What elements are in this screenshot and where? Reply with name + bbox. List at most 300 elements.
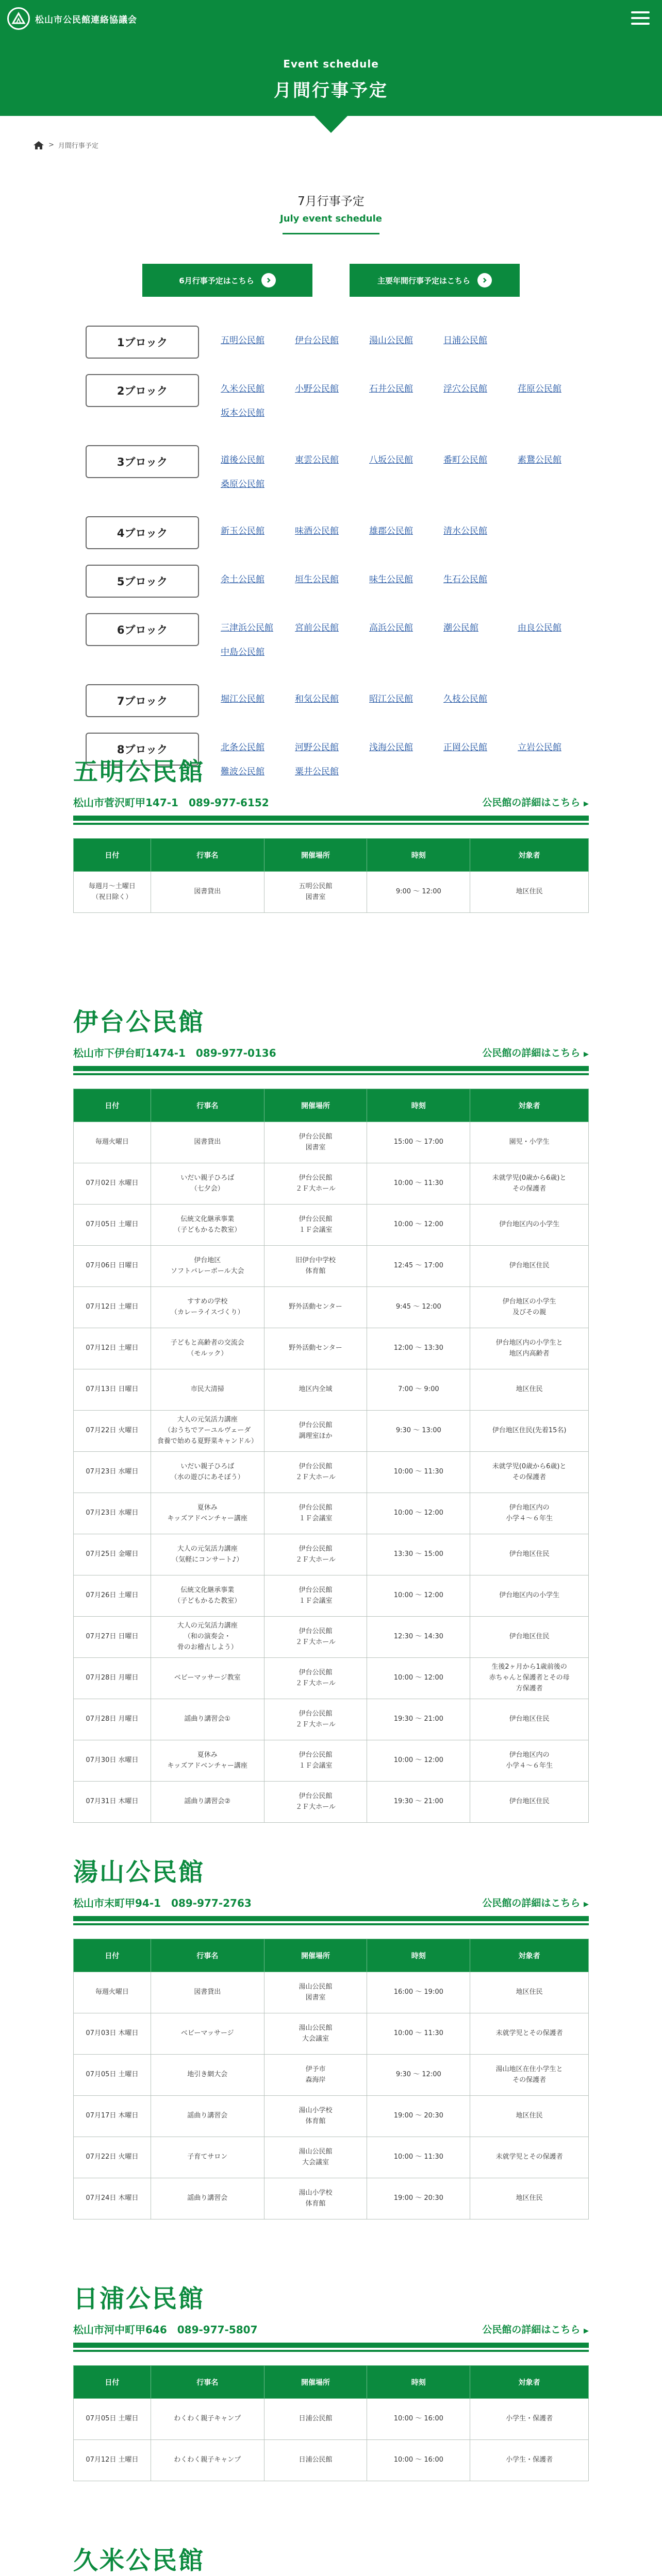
hall-detail-link[interactable] — [482, 1895, 589, 1909]
event-table-head — [74, 839, 589, 872]
table-row — [74, 2178, 589, 2219]
hall-link[interactable]: 桑原公民館 — [221, 479, 264, 489]
hall-address-block — [73, 2321, 258, 2336]
table-cell: 10:00 ～ 12:00 — [367, 1658, 470, 1699]
annual-schedule-label: 主要年間行事予定はこちら — [377, 276, 470, 285]
table-cell: 10:00 ～ 16:00 — [367, 2399, 470, 2440]
prev-month-label: 6月行事予定はこちら — [179, 276, 254, 285]
table-cell: 伊台公民館 ２Ｆ大ホール — [264, 1658, 367, 1699]
hall-link[interactable]: 河野公民館 — [295, 742, 339, 753]
block-row — [86, 613, 596, 669]
hall-section — [73, 1007, 589, 1823]
hall-address-row — [73, 1045, 589, 1060]
column-header: 対象者 — [470, 839, 589, 872]
table-cell: 子どもと高齢者の交流会 （モルック） — [151, 1328, 264, 1369]
table-cell: 市民大清掃 — [151, 1369, 264, 1411]
table-cell: 野外活動センター — [264, 1287, 367, 1328]
table-cell: 謡曲り講習会① — [151, 1699, 264, 1740]
table-cell: 湯山公民館 大会議室 — [264, 2013, 367, 2055]
caret-right-icon: ▶ — [584, 1050, 589, 1058]
column-header: 時刻 — [367, 1089, 470, 1122]
hall-link[interactable]: 八坂公民館 — [369, 455, 413, 465]
block-button[interactable]: 2ブロック — [86, 374, 199, 407]
hall-link[interactable]: 正岡公民館 — [443, 742, 487, 753]
hall-name: 伊台公民館 — [73, 1008, 205, 1037]
month-title: 7月行事予定 — [297, 195, 365, 208]
table-cell: 伝統文化継承事業 （子どもかるた教室） — [151, 1205, 264, 1246]
table-cell: 07月22日 火曜日 — [74, 2137, 151, 2178]
table-cell: 野外活動センター — [264, 1328, 367, 1369]
table-cell: 伊台公民館 調理室ほか — [264, 1411, 367, 1452]
table-cell: 毎週火曜日 — [74, 1122, 151, 1163]
block-button[interactable]: 5ブロック — [86, 565, 199, 598]
table-cell: 旧伊台中学校 体育館 — [264, 1246, 367, 1287]
table-cell: 謡曲り講習会 — [151, 2096, 264, 2137]
table-cell: 07月28日 月曜日 — [74, 1699, 151, 1740]
block-hall-links — [221, 445, 592, 501]
hamburger-menu-icon[interactable] — [631, 11, 650, 28]
breadcrumb-current: 月間行事予定 — [58, 142, 98, 150]
hall-link[interactable]: 番町公民館 — [443, 455, 487, 465]
table-cell: 10:00 ～ 11:30 — [367, 2013, 470, 2055]
table-cell: 07月23日 水曜日 — [74, 1452, 151, 1493]
event-table-body — [74, 872, 589, 913]
event-table-header-row — [74, 1089, 589, 1122]
hall-link[interactable]: 石井公民館 — [369, 384, 413, 394]
table-cell: 謡曲り講習会② — [151, 1782, 264, 1823]
hero-title-en: Event schedule — [283, 58, 379, 70]
caret-right-icon: ▶ — [584, 1901, 589, 1908]
table-cell: 19:30 ～ 21:00 — [367, 1782, 470, 1823]
hall-address: 松山市河中町甲646 089-977-5807 — [73, 2324, 258, 2336]
table-cell: 伊台公民館 図書室 — [264, 1122, 367, 1163]
table-cell: 7:00 ～ 9:00 — [367, 1369, 470, 1411]
column-header: 日付 — [74, 1089, 151, 1122]
hall-link[interactable]: 伊台公民館 — [295, 335, 339, 346]
table-cell: 園児・小学生 — [470, 1122, 589, 1163]
hall-name: 湯山公民館 — [73, 1858, 205, 1887]
hall-link[interactable]: 粟井公民館 — [295, 767, 339, 777]
table-row — [74, 1658, 589, 1699]
table-cell: 07月25日 金曜日 — [74, 1534, 151, 1575]
site-name: 松山市公民館連絡協議会 — [35, 14, 137, 25]
hall-link[interactable]: 雄郡公民館 — [369, 526, 413, 536]
hall-divider — [73, 1916, 589, 1921]
table-cell: 地引き網大会 — [151, 2055, 264, 2096]
hall-link[interactable]: 潮公民館 — [443, 623, 478, 633]
table-cell: 07月30日 水曜日 — [74, 1740, 151, 1782]
event-table-header-row — [74, 2366, 589, 2399]
column-header: 対象者 — [470, 2366, 589, 2399]
table-cell: 伊台地区住民 — [470, 1617, 589, 1658]
table-cell: 伊台公民館 ２Ｆ大ホール — [264, 1782, 367, 1823]
table-cell: 13:30 ～ 15:00 — [367, 1534, 470, 1575]
column-header: 時刻 — [367, 2366, 470, 2399]
hall-address: 松山市下伊台町1474-1 089-977-0136 — [73, 1047, 276, 1059]
table-cell: 大人の元気活力講座 （おうちでアーユルヴェーダ 食養で始める夏野菜キャンドル） — [151, 1411, 264, 1452]
table-cell: 07月17日 木曜日 — [74, 2096, 151, 2137]
table-cell: 伊台地区住民 — [470, 1246, 589, 1287]
table-cell: 07月23日 水曜日 — [74, 1493, 151, 1534]
hall-divider-thin — [73, 1073, 589, 1075]
column-header: 行事名 — [151, 839, 264, 872]
site-logo[interactable] — [7, 7, 137, 30]
table-cell: 子育てサロン — [151, 2137, 264, 2178]
table-row — [74, 1740, 589, 1782]
table-cell: 9:30 ～ 13:00 — [367, 1411, 470, 1452]
table-cell: 大人の元気活力講座 （気軽にコンサート♪） — [151, 1534, 264, 1575]
table-cell: 07月13日 日曜日 — [74, 1369, 151, 1411]
table-cell: 伊台地区内の小学生と 地区内高齢者 — [470, 1328, 589, 1369]
column-header: 対象者 — [470, 1089, 589, 1122]
table-cell: 伊台公民館 １Ｆ会議室 — [264, 1205, 367, 1246]
hall-section — [73, 1857, 589, 2219]
table-cell: 伝統文化継承事業 （子どもかるた教室） — [151, 1575, 264, 1617]
block-hall-links — [221, 684, 592, 716]
table-cell: 生後2ヶ月から1歳前後の 赤ちゃんと保護者とその母 方保護者 — [470, 1658, 589, 1699]
table-cell: 10:00 ～ 12:00 — [367, 1205, 470, 1246]
table-cell: 夏休み キッズアドベンチャー講座 — [151, 1493, 264, 1534]
site-header — [0, 0, 662, 116]
hall-link[interactable]: 坂本公民館 — [221, 408, 264, 418]
block-button[interactable]: 1ブロック — [86, 326, 199, 359]
table-cell: 湯山小学校 体育館 — [264, 2178, 367, 2219]
block-row — [86, 684, 596, 717]
hall-detail-label: 公民館の詳細はこちら — [482, 1047, 584, 1059]
table-row — [74, 1452, 589, 1493]
event-table-head — [74, 2366, 589, 2399]
hall-link[interactable]: 三津浜公民館 — [221, 623, 273, 633]
table-cell: 日浦公民館 — [264, 2440, 367, 2481]
hall-section — [73, 756, 589, 913]
table-cell: 伊予市 森海岸 — [264, 2055, 367, 2096]
table-cell: 10:00 ～ 12:00 — [367, 1575, 470, 1617]
breadcrumb-separator: > — [48, 141, 54, 149]
block-button[interactable]: 4ブロック — [86, 516, 199, 549]
table-cell: 未就学児(0歳から6歳)と その保護者 — [470, 1452, 589, 1493]
table-cell: 07月24日 木曜日 — [74, 2178, 151, 2219]
column-header: 行事名 — [151, 1089, 264, 1122]
hall-link[interactable]: 堀江公民館 — [221, 694, 264, 704]
table-cell: 19:30 ～ 21:00 — [367, 1699, 470, 1740]
table-cell: 伊台公民館 １Ｆ会議室 — [264, 1575, 367, 1617]
hall-name: 日浦公民館 — [73, 2284, 205, 2313]
table-row — [74, 1699, 589, 1740]
column-header: 開催場所 — [264, 1939, 367, 1972]
event-table-head — [74, 1939, 589, 1972]
table-cell: 10:00 ～ 11:30 — [367, 1163, 470, 1205]
table-cell: 9:45 ～ 12:00 — [367, 1287, 470, 1328]
table-row — [74, 1205, 589, 1246]
table-cell: 07月06日 日曜日 — [74, 1246, 151, 1287]
block-button[interactable]: 6ブロック — [86, 613, 199, 646]
table-cell: 湯山公民館 図書室 — [264, 1972, 367, 2013]
hall-address-block — [73, 1895, 252, 1910]
table-cell: 地区内全域 — [264, 1369, 367, 1411]
chevron-right-icon — [261, 273, 276, 287]
home-icon[interactable] — [33, 141, 44, 150]
hall-address: 松山市菅沢町甲147-1 089-977-6152 — [73, 796, 269, 809]
hall-link[interactable]: 道後公民館 — [221, 455, 264, 465]
block-button[interactable]: 8ブロック — [86, 733, 199, 766]
hall-link[interactable]: 宮前公民館 — [295, 623, 339, 633]
table-row — [74, 1534, 589, 1575]
table-cell: 伊台公民館 ２Ｆ大ホール — [264, 1163, 367, 1205]
table-cell: 小学生・保護者 — [470, 2399, 589, 2440]
hall-link[interactable]: 和気公民館 — [295, 694, 339, 704]
table-cell: 伊台地区の小学生 及びその親 — [470, 1287, 589, 1328]
table-cell: 毎週火曜日 — [74, 1972, 151, 2013]
hall-link[interactable]: 昭江公民館 — [369, 694, 413, 704]
table-cell: 毎週月～土曜日 （祝日除く） — [74, 872, 151, 913]
hall-link[interactable]: 余土公民館 — [221, 574, 264, 585]
column-header: 開催場所 — [264, 2366, 367, 2399]
column-header: 行事名 — [151, 2366, 264, 2399]
block-hall-links — [221, 565, 592, 596]
hall-detail-link[interactable] — [482, 795, 589, 809]
hall-link[interactable]: 久枝公民館 — [443, 694, 487, 704]
table-cell: 伊台地区住民 — [470, 1534, 589, 1575]
table-cell: 地区住民 — [470, 2178, 589, 2219]
hall-divider — [73, 1066, 589, 1071]
hall-link[interactable]: 垣生公民館 — [295, 574, 339, 585]
hall-link[interactable]: 清水公民館 — [443, 526, 487, 536]
column-header: 日付 — [74, 1939, 151, 1972]
table-cell: すすめの学校 （カレーライスづくり） — [151, 1287, 264, 1328]
caret-right-icon: ▶ — [584, 2327, 589, 2335]
hall-link[interactable]: 難波公民館 — [221, 767, 264, 777]
table-cell: 12:00 ～ 13:30 — [367, 1328, 470, 1369]
hall-link[interactable]: 小野公民館 — [295, 384, 339, 394]
event-table-header-row — [74, 839, 589, 872]
table-cell: 湯山地区在住小学生と その保護者 — [470, 2055, 589, 2096]
table-row — [74, 1122, 589, 1163]
table-cell: わくわく親子キャンプ — [151, 2399, 264, 2440]
table-cell: 9:30 ～ 12:00 — [367, 2055, 470, 2096]
table-cell: 図書貸出 — [151, 1972, 264, 2013]
hall-link[interactable]: 久米公民館 — [221, 384, 264, 394]
table-row — [74, 2096, 589, 2137]
block-list — [86, 326, 596, 804]
column-header: 時刻 — [367, 839, 470, 872]
month-subtitle: July event schedule — [280, 213, 382, 224]
hall-link[interactable]: 中島公民館 — [221, 647, 264, 657]
table-row — [74, 1575, 589, 1617]
table-cell: 夏休み キッズアドベンチャー講座 — [151, 1740, 264, 1782]
table-cell: ベビーマッサージ — [151, 2013, 264, 2055]
table-cell: 07月27日 日曜日 — [74, 1617, 151, 1658]
table-row — [74, 1411, 589, 1452]
hall-link[interactable]: 東雲公民館 — [295, 455, 339, 465]
table-cell: 12:30 ～ 14:30 — [367, 1617, 470, 1658]
hall-name: 久米公民館 — [73, 2546, 205, 2575]
hall-link[interactable]: 味生公民館 — [369, 574, 413, 585]
table-cell: 10:00 ～ 12:00 — [367, 1740, 470, 1782]
table-cell: 伊台公民館 ２Ｆ大ホール — [264, 1452, 367, 1493]
hall-link[interactable]: 浅海公民館 — [369, 742, 413, 753]
hall-link[interactable]: 五明公民館 — [221, 335, 264, 346]
table-cell: 15:00 ～ 17:00 — [367, 1122, 470, 1163]
column-header: 日付 — [74, 839, 151, 872]
table-row — [74, 2399, 589, 2440]
table-row — [74, 2013, 589, 2055]
table-cell: 小学生・保護者 — [470, 2440, 589, 2481]
table-row — [74, 1493, 589, 1534]
column-header: 開催場所 — [264, 1089, 367, 1122]
logo-mark-icon — [7, 7, 30, 30]
event-table-body — [74, 2399, 589, 2481]
table-cell: 湯山小学校 体育館 — [264, 2096, 367, 2137]
table-cell: 謡曲り講習会 — [151, 2178, 264, 2219]
table-row — [74, 1163, 589, 1205]
hall-link[interactable]: 日浦公民館 — [443, 335, 487, 346]
table-row — [74, 1369, 589, 1411]
hall-link[interactable]: 素鵞公民館 — [518, 455, 561, 465]
table-cell: 地区住民 — [470, 1972, 589, 2013]
table-cell: 07月28日 月曜日 — [74, 1658, 151, 1699]
hall-detail-label: 公民館の詳細はこちら — [482, 2324, 584, 2335]
table-cell: 伊台地区 ソフトバレーボール大会 — [151, 1246, 264, 1287]
hall-section — [73, 2545, 589, 2576]
table-cell: 07月12日 土曜日 — [74, 1287, 151, 1328]
hero-arrow-decoration — [314, 115, 348, 133]
block-row — [86, 326, 596, 359]
hall-detail-link[interactable] — [482, 2322, 589, 2336]
table-row — [74, 2137, 589, 2178]
table-cell: 図書貸出 — [151, 1122, 264, 1163]
block-hall-links — [221, 326, 592, 357]
hall-link[interactable]: 北条公民館 — [221, 742, 264, 753]
table-cell: 地区住民 — [470, 1369, 589, 1411]
hall-divider-thin — [73, 1923, 589, 1925]
table-cell: 07月12日 土曜日 — [74, 2440, 151, 2481]
block-row — [86, 445, 596, 501]
table-row — [74, 1782, 589, 1823]
hall-detail-link[interactable] — [482, 1045, 589, 1059]
block-button[interactable]: 7ブロック — [86, 684, 199, 717]
block-hall-links — [221, 613, 592, 669]
hall-link[interactable]: 味酒公民館 — [295, 526, 339, 536]
table-cell: 07月12日 土曜日 — [74, 1328, 151, 1369]
table-cell: 湯山公民館 大会議室 — [264, 2137, 367, 2178]
hall-divider-thin — [73, 823, 589, 825]
table-cell: 12:45 ～ 17:00 — [367, 1246, 470, 1287]
table-cell: 10:00 ～ 11:30 — [367, 1452, 470, 1493]
event-table — [73, 2365, 589, 2481]
table-cell: 地区住民 — [470, 872, 589, 913]
block-row — [86, 565, 596, 598]
table-cell: 07月26日 土曜日 — [74, 1575, 151, 1617]
annual-schedule-button[interactable] — [350, 264, 520, 297]
hall-address-block — [73, 794, 269, 809]
hall-divider — [73, 816, 589, 821]
table-cell: 伊台公民館 ２Ｆ大ホール — [264, 1617, 367, 1658]
hall-section — [73, 2283, 589, 2481]
title-underline — [283, 233, 379, 234]
table-cell: 伊台公民館 ２Ｆ大ホール — [264, 1699, 367, 1740]
table-cell: 伊台公民館 ２Ｆ大ホール — [264, 1534, 367, 1575]
block-row — [86, 516, 596, 549]
table-cell: 07月05日 土曜日 — [74, 1205, 151, 1246]
table-cell: ベビーマッサージ教室 — [151, 1658, 264, 1699]
table-cell: 07月05日 土曜日 — [74, 2399, 151, 2440]
column-header: 時刻 — [367, 1939, 470, 1972]
table-cell: 伊台地区住民(先着15名) — [470, 1411, 589, 1452]
hall-address-row — [73, 1895, 589, 1910]
table-cell: 9:00 ～ 12:00 — [367, 872, 470, 913]
column-header: 開催場所 — [264, 839, 367, 872]
table-cell: 19:00 ～ 20:30 — [367, 2096, 470, 2137]
column-header: 対象者 — [470, 1939, 589, 1972]
table-cell: 伊台地区内の小学生 — [470, 1205, 589, 1246]
chevron-right-icon — [477, 273, 492, 287]
hall-link[interactable]: 湯山公民館 — [369, 335, 413, 346]
caret-right-icon: ▶ — [584, 800, 589, 808]
hall-link[interactable]: 荏原公民館 — [518, 384, 561, 394]
column-header: 行事名 — [151, 1939, 264, 1972]
table-cell: 五明公民館 図書室 — [264, 872, 367, 913]
block-button[interactable]: 3ブロック — [86, 445, 199, 478]
table-cell: 大人の元気活力講座 （和の演奏会・ 骨のお稽古しよう） — [151, 1617, 264, 1658]
hall-address-row — [73, 794, 589, 809]
hall-address-block — [73, 1045, 276, 1060]
table-row — [74, 2055, 589, 2096]
table-row — [74, 1328, 589, 1369]
table-cell: 10:00 ～ 16:00 — [367, 2440, 470, 2481]
table-cell: 伊台地区住民 — [470, 1782, 589, 1823]
prev-month-button[interactable] — [142, 264, 312, 297]
table-cell: 07月22日 火曜日 — [74, 1411, 151, 1452]
event-table-header-row — [74, 1939, 589, 1972]
event-table-body — [74, 1122, 589, 1823]
table-cell: 07月05日 土曜日 — [74, 2055, 151, 2096]
table-cell: 伊台地区住民 — [470, 1699, 589, 1740]
hall-link[interactable]: 由良公民館 — [518, 623, 561, 633]
table-cell: 図書貸出 — [151, 872, 264, 913]
table-cell: いだい親子ひろば （水の遊びにあそぼう） — [151, 1452, 264, 1493]
event-table — [73, 838, 589, 913]
hall-link[interactable]: 生石公民館 — [443, 574, 487, 585]
table-cell: 伊台公民館 １Ｆ会議室 — [264, 1493, 367, 1534]
table-cell: 伊台地区内の 小学４～６年生 — [470, 1493, 589, 1534]
hall-detail-label: 公民館の詳細はこちら — [482, 797, 584, 808]
table-cell: 10:00 ～ 11:30 — [367, 2137, 470, 2178]
table-cell: 日浦公民館 — [264, 2399, 367, 2440]
table-row — [74, 1246, 589, 1287]
table-row — [74, 1287, 589, 1328]
block-hall-links — [221, 374, 592, 430]
hall-link[interactable]: 新玉公民館 — [221, 526, 264, 536]
hall-link[interactable]: 高浜公民館 — [369, 623, 413, 633]
breadcrumb — [33, 140, 98, 150]
hall-name: 五明公民館 — [73, 757, 205, 786]
table-cell: わくわく親子キャンプ — [151, 2440, 264, 2481]
table-cell: 07月31日 木曜日 — [74, 1782, 151, 1823]
hall-detail-label: 公民館の詳細はこちら — [482, 1897, 584, 1909]
event-table-body — [74, 1972, 589, 2219]
table-cell: 未就学児とその保護者 — [470, 2013, 589, 2055]
hall-link[interactable]: 浮穴公民館 — [443, 384, 487, 394]
table-cell: 伊台地区内の小学生 — [470, 1575, 589, 1617]
hall-link[interactable]: 立岩公民館 — [518, 742, 561, 753]
block-hall-links — [221, 516, 592, 548]
column-header: 日付 — [74, 2366, 151, 2399]
hall-divider-thin — [73, 2350, 589, 2352]
event-table — [73, 1089, 589, 1823]
block-row — [86, 374, 596, 430]
table-cell: 伊台地区内の 小学４～６年生 — [470, 1740, 589, 1782]
table-cell: 未就学児(0歳から6歳)と その保護者 — [470, 1163, 589, 1205]
